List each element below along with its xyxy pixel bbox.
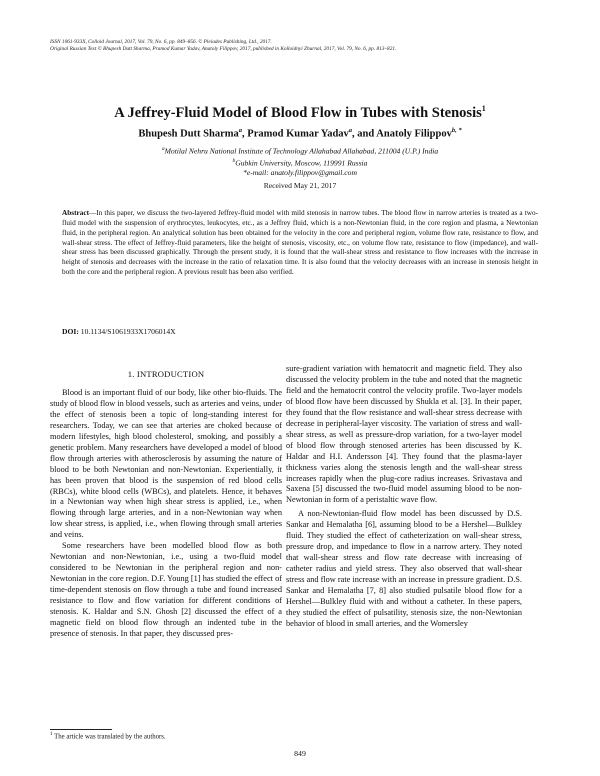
author-separator: , xyxy=(242,128,248,140)
author-name: Pramod Kumar Yadav xyxy=(247,128,349,140)
doi-value: 10.1134/S1061933X1706014X xyxy=(80,327,176,336)
author-affiliation-mark: b, * xyxy=(451,127,462,134)
contact-email: *e-mail: anatoly.filippov@gmail.com xyxy=(243,168,357,177)
author-name: Anatoly Filippov xyxy=(376,128,452,140)
left-column xyxy=(50,362,282,640)
author-affiliation-mark: a xyxy=(348,127,353,134)
affiliation-text: Gubkin University, Moscow, 119991 Russia xyxy=(235,158,368,168)
footnote-divider xyxy=(50,729,112,730)
received-date: Received May 21, 2017 xyxy=(263,181,337,190)
abstract-label: Abstract xyxy=(62,209,89,217)
paper-title xyxy=(40,104,560,122)
affiliation-text: Motilal Nehru National Institute of Technology Allahabad Allahabad, 211004 (U.P.) India xyxy=(164,146,439,156)
page-number: 849 xyxy=(294,749,306,758)
section-heading: 1. INTRODUCTION xyxy=(127,369,205,379)
affiliation xyxy=(60,144,540,157)
body-paragraph: A non-Newtonian-fluid flow model has been discussed by D.S. Sankar and Hemalatha [6], assuming blood to be a Hershel—Bulkley fluid. They studied the effect of catheterization on wall-shear stress, pressure drop, and impedance to flow in a narrow artery. They noted that wall-shear stress and flow rate decrease with increasing of catheter radius and yield stress. They also observed that wall-shear stress and flow rate increase with an increase in pressure gradient. D.S. Sankar and Hemalatha [7, 8] also studied pulsatile blood flow for a Hershel—Bulkley fluid with and without a catheter. In these papers, they studied the effect of pulsatility, stenosis size, the non-Newtonian behavior of blood in small arteries, and the Womersley xyxy=(286,509,522,628)
abstract xyxy=(62,209,538,278)
footnote-text: The article was translated by the authors. xyxy=(54,733,166,741)
body-paragraph: Some researchers have been modelled blood flow as both Newtonian and non-Newtonian, i.e., using a two-fluid model considered to be Newtonian in the peripheral region and non-Newtonian in the core region. D.F. Young [1] has studied the effect of time-dependent stenosis on flow through a tube and found increased resistance to flow and flow variation for different conditions of stenosis. K. Haldar and S.N. Ghosh [2] discussed the effect of a magnetic field on blood flow through an indented tube in the presence of stenosis. In that paper, they discussed pres- xyxy=(50,541,282,638)
title-footnote-marker: 1 xyxy=(481,104,486,113)
footnote xyxy=(50,732,166,740)
title-text: A Jeffrey-Fluid Model of Blood Flow in Tubes with Stenosis xyxy=(114,104,482,121)
author-list xyxy=(40,127,560,140)
author-separator: , and xyxy=(352,128,377,140)
journal-header-line-1: ISSN 1061-933X, Colloid Journal, 2017, Vol. 79, No. 6, pp. 849–856. © Pleiades Publishing, Ltd., 2017. xyxy=(50,39,272,45)
body-paragraph: sure-gradient variation with hematocrit and magnetic field. They also discussed the velocity problem in the tube and noted that the magnetic field and the hematocrit control the velocity profile. Two-layer models of blood flow have been discussed by Shukla et al. [3]. In their paper, they found that the flow resistance and wall-shear stress decrease with decrease in peripheral-layer viscosity. The variation of stress and wall-shear stress, as well as pressure-drop variation, for a two-layer model of blood flow through stenosed arteries has been discussed by K. Haldar and H.I. Andersson [4]. They found that the plasma-layer thickness varies along the stenosis length and the wall-shear stress increases rapidly when the plug-core radius increases. Srivastava and Saxena [5] discussed the two-fluid model assuming blood to be non-Newtonian in form of a peristaltic wave flow. xyxy=(286,364,522,505)
author-affiliation-mark: a xyxy=(238,127,243,134)
affiliation-mark: a xyxy=(161,146,165,152)
abstract-text: —In this paper, we discuss the two-layered Jeffrey-fluid model with mild stenosis in narrow tubes. The blood flow in narrow arteries is treated as a two-fluid model with the suspension of erythrocytes, leukocytes, etc., as a Jeffrey fluid, which is a non-Newtonian fluid, in the core region and plasma, a Newtonian fluid, in the peripheral region. An analytical solution has been obtained for the velocity in the core and peripheral region, volume flow rate, resistance to flow, and wall-shear stress. The effect of Jeffrey-fluid parameters, like the height of stenosis, viscosity, etc., on volume flow rate, resistance to flow (impedance), and wall-shear stress has been discussed graphically. Through the present study, it is found that the wall-shear stress and resistance to flow increases with the increase in height of stenosis and decreases with the increase in the ratio of relaxation time. It is also found that the velocity decreases with an increase in stenosis height in both the core and the peripheral region. A previous result has been also verified. xyxy=(62,209,538,277)
affiliation xyxy=(60,156,540,169)
body-paragraph: Blood is an important fluid of our body, like other bio-fluids. The study of blood flow in blood vessels, such as arteries and veins, under the effect of stenosis been a topic of long-standing interest for researchers. Today, we can see that arteries are choked because of modern lifestyles, high blood cholesterol, smoking, and possibly a genetic problem. Many researchers have developed a model of blood flow through arteries with atherosclerosis by assuming the nature of blood to be both Newtonian and non-Newtonian. Experientially, it has been proven that blood is the suspension of red blood cells (RBCs), white blood cells (WBCs), and platelets. Hence, it behaves in a Newtonian way when high shear stress is applied, i.e., when flowing through large arteries, and in a non-Newtonian way when low shear stress, is applied, i.e., when flowing through small arteries and veins. xyxy=(50,387,282,540)
affiliation-mark: b xyxy=(232,158,236,164)
doi-label: DOI: xyxy=(62,327,79,336)
right-column xyxy=(286,364,522,630)
journal-header-line-2: Original Russian Text © Bhupesh Dutt Sharma, Pramod Kumar Yadav, Anatoly Filippov, 2017, published in Kolloidnyi Zhurnal, 2017, Vol. 79, No. 6, pp. 813–821. xyxy=(50,46,397,52)
doi xyxy=(62,327,176,336)
author-name: Bhupesh Dutt Sharma xyxy=(138,128,239,140)
footnote-mark: 1 xyxy=(50,732,53,737)
